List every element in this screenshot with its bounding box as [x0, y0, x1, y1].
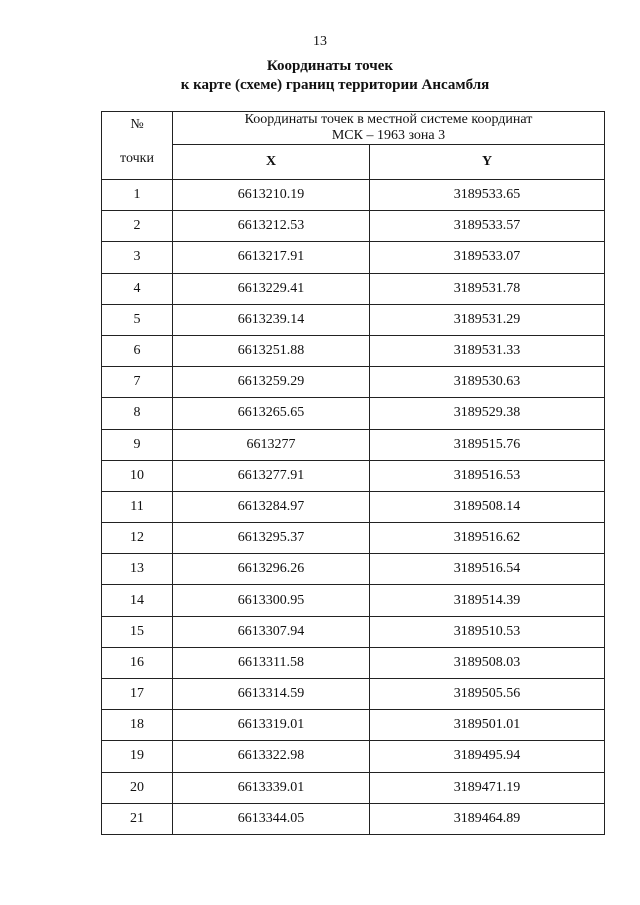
- x-coordinate-cell: 6613284.97: [173, 491, 370, 522]
- point-number-cell: 14: [102, 585, 173, 616]
- point-number-header: [102, 112, 173, 180]
- table-row: [102, 616, 605, 647]
- y-coordinate-cell: 3189516.62: [370, 523, 605, 554]
- point-number-cell: 19: [102, 741, 173, 772]
- y-coordinate-cell: 3189516.53: [370, 460, 605, 491]
- table-row: [102, 679, 605, 710]
- x-coordinate-cell: 6613277: [173, 429, 370, 460]
- y-coordinate-cell: 3189531.29: [370, 304, 605, 335]
- y-coordinate-cell: 3189495.94: [370, 741, 605, 772]
- x-column-header: X: [173, 145, 370, 180]
- point-number-cell: 15: [102, 616, 173, 647]
- number-label: точки: [120, 151, 154, 166]
- point-number-cell: 4: [102, 273, 173, 304]
- y-coordinate-cell: 3189471.19: [370, 772, 605, 803]
- x-coordinate-cell: 6613311.58: [173, 647, 370, 678]
- table-row: [102, 585, 605, 616]
- x-coordinate-cell: 6613212.53: [173, 211, 370, 242]
- table-row: [102, 772, 605, 803]
- point-number-cell: 13: [102, 554, 173, 585]
- x-coordinate-cell: 6613265.65: [173, 398, 370, 429]
- point-number-cell: 10: [102, 460, 173, 491]
- x-coordinate-cell: 6613217.91: [173, 242, 370, 273]
- table-row: [102, 242, 605, 273]
- x-coordinate-cell: 6613307.94: [173, 616, 370, 647]
- x-coordinate-cell: 6613300.95: [173, 585, 370, 616]
- point-number-cell: 11: [102, 491, 173, 522]
- y-coordinate-cell: 3189531.33: [370, 335, 605, 366]
- y-coordinate-cell: 3189505.56: [370, 679, 605, 710]
- y-coordinate-cell: 3189530.63: [370, 367, 605, 398]
- y-coordinate-cell: 3189515.76: [370, 429, 605, 460]
- x-coordinate-cell: 6613277.91: [173, 460, 370, 491]
- point-number-cell: 5: [102, 304, 173, 335]
- table-row: [102, 647, 605, 678]
- x-coordinate-cell: 6613322.98: [173, 741, 370, 772]
- point-number-cell: 8: [102, 398, 173, 429]
- point-number-cell: 20: [102, 772, 173, 803]
- table-row: [102, 211, 605, 242]
- y-coordinate-cell: 3189533.07: [370, 242, 605, 273]
- y-coordinate-cell: 3189533.57: [370, 211, 605, 242]
- y-coordinate-cell: 3189533.65: [370, 180, 605, 211]
- point-number-cell: 17: [102, 679, 173, 710]
- x-coordinate-cell: 6613229.41: [173, 273, 370, 304]
- table-row: [102, 460, 605, 491]
- x-coordinate-cell: 6613314.59: [173, 679, 370, 710]
- y-coordinate-cell: 3189531.78: [370, 273, 605, 304]
- coordinate-system-header: [173, 112, 605, 145]
- x-coordinate-cell: 6613296.26: [173, 554, 370, 585]
- y-coordinate-cell: 3189501.01: [370, 710, 605, 741]
- table-row: [102, 398, 605, 429]
- table-row: [102, 710, 605, 741]
- table-row: [102, 429, 605, 460]
- point-number-cell: 3: [102, 242, 173, 273]
- x-coordinate-cell: 6613259.29: [173, 367, 370, 398]
- y-coordinate-cell: 3189464.89: [370, 803, 605, 834]
- coordinate-system-line2: МСК – 1963 зона 3: [331, 128, 446, 143]
- table-row: [102, 180, 605, 211]
- document-title: Координаты точек: [266, 58, 394, 74]
- y-coordinate-cell: 3189508.14: [370, 491, 605, 522]
- y-column-header: Y: [370, 145, 605, 180]
- x-coordinate-cell: 6613251.88: [173, 335, 370, 366]
- table-row: [102, 491, 605, 522]
- point-number-cell: 7: [102, 367, 173, 398]
- y-coordinate-cell: 3189529.38: [370, 398, 605, 429]
- table-row: [102, 554, 605, 585]
- point-number-cell: 18: [102, 710, 173, 741]
- point-number-cell: 21: [102, 803, 173, 834]
- coordinate-system-line1: Координаты точек в местной системе координат: [244, 112, 533, 127]
- document-subtitle: к карте (схеме) границ территории Ансамбля: [180, 77, 490, 93]
- x-coordinate-cell: 6613319.01: [173, 710, 370, 741]
- table-row: [102, 803, 605, 834]
- x-coordinate-cell: 6613344.05: [173, 803, 370, 834]
- point-number-cell: 2: [102, 211, 173, 242]
- point-number-cell: 6: [102, 335, 173, 366]
- point-number-cell: 16: [102, 647, 173, 678]
- point-number-cell: 1: [102, 180, 173, 211]
- page-number: 13: [313, 34, 327, 49]
- number-symbol: №: [130, 117, 144, 132]
- y-coordinate-cell: 3189516.54: [370, 554, 605, 585]
- table-row: [102, 335, 605, 366]
- point-number-cell: 9: [102, 429, 173, 460]
- table-row: [102, 367, 605, 398]
- x-coordinate-cell: 6613339.01: [173, 772, 370, 803]
- table-row: [102, 741, 605, 772]
- coordinates-table: [101, 111, 605, 835]
- table-row: [102, 273, 605, 304]
- y-coordinate-cell: 3189514.39: [370, 585, 605, 616]
- table-row: [102, 523, 605, 554]
- x-coordinate-cell: 6613295.37: [173, 523, 370, 554]
- y-coordinate-cell: 3189508.03: [370, 647, 605, 678]
- x-coordinate-cell: 6613239.14: [173, 304, 370, 335]
- x-coordinate-cell: 6613210.19: [173, 180, 370, 211]
- point-number-cell: 12: [102, 523, 173, 554]
- table-row: [102, 304, 605, 335]
- y-coordinate-cell: 3189510.53: [370, 616, 605, 647]
